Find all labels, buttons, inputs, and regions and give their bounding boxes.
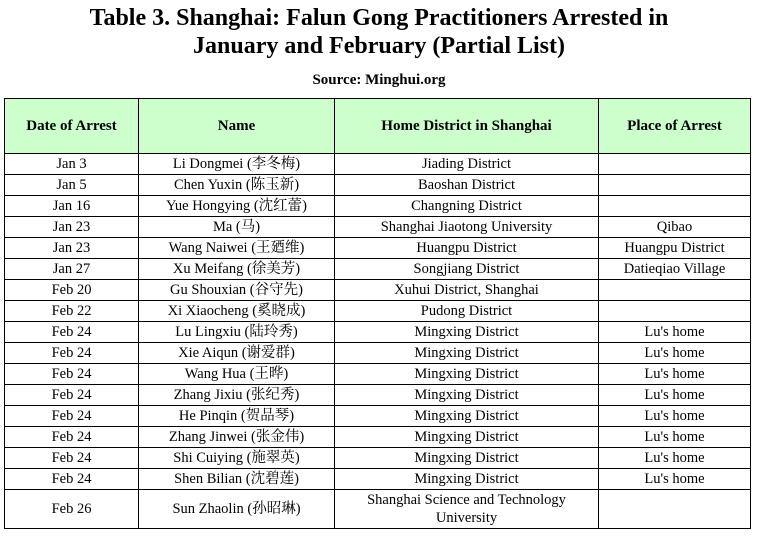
- table-row: [5, 406, 751, 427]
- cell-name: Zhang Jinwei (张金伟): [139, 427, 335, 448]
- cell-date: Feb 24: [5, 364, 139, 385]
- cell-place: [599, 196, 751, 217]
- table-row: [5, 364, 751, 385]
- cell-name: Yue Hongying (沈红蕾): [139, 196, 335, 217]
- table-row: [5, 259, 751, 280]
- cell-name: Li Dongmei (李冬梅): [139, 154, 335, 175]
- cell-district: Mingxing District: [335, 343, 599, 364]
- table-row: [5, 196, 751, 217]
- cell-date: Feb 24: [5, 427, 139, 448]
- cell-place: Lu's home: [599, 343, 751, 364]
- cell-name: Xi Xiaocheng (奚晓成): [139, 301, 335, 322]
- source-line: Source: Minghui.org: [312, 72, 446, 88]
- cell-district: Mingxing District: [335, 322, 599, 343]
- cell-date: Feb 26: [5, 490, 139, 529]
- cell-district: Pudong District: [335, 301, 599, 322]
- cell-date: Jan 5: [5, 175, 139, 196]
- table-row: [5, 385, 751, 406]
- cell-date: Feb 24: [5, 343, 139, 364]
- cell-name: Shen Bilian (沈碧莲): [139, 469, 335, 490]
- table-row: [5, 301, 751, 322]
- cell-place: Lu's home: [599, 448, 751, 469]
- header-row: [5, 99, 751, 154]
- cell-place: Lu's home: [599, 469, 751, 490]
- cell-district: Songjiang District: [335, 259, 599, 280]
- cell-district: Shanghai Jiaotong University: [335, 217, 599, 238]
- cell-name: Sun Zhaolin (孙昭琳): [139, 490, 335, 529]
- cell-date: Feb 24: [5, 469, 139, 490]
- cell-name: Lu Lingxiu (陆玲秀): [139, 322, 335, 343]
- table-row: [5, 175, 751, 196]
- cell-district: Mingxing District: [335, 364, 599, 385]
- cell-date: Feb 24: [5, 322, 139, 343]
- cell-date: Jan 27: [5, 259, 139, 280]
- cell-district: Xuhui District, Shanghai: [335, 280, 599, 301]
- cell-name: Shi Cuiying (施翠英): [139, 448, 335, 469]
- table-row: [5, 217, 751, 238]
- cell-place: Lu's home: [599, 406, 751, 427]
- cell-date: Jan 16: [5, 196, 139, 217]
- cell-place: Lu's home: [599, 322, 751, 343]
- cell-name: Wang Naiwei (王廼维): [139, 238, 335, 259]
- header-place: Place of Arrest: [599, 99, 751, 154]
- cell-district: Mingxing District: [335, 448, 599, 469]
- cell-name: Wang Hua (王晔): [139, 364, 335, 385]
- cell-date: Feb 22: [5, 301, 139, 322]
- table-row: [5, 427, 751, 448]
- table-row: [5, 490, 751, 529]
- table-title: [0, 4, 758, 60]
- cell-place: [599, 490, 751, 529]
- table-row: [5, 469, 751, 490]
- cell-name: Xie Aiqun (谢爱群): [139, 343, 335, 364]
- cell-district: Baoshan District: [335, 175, 599, 196]
- header-district: Home District in Shanghai: [335, 99, 599, 154]
- cell-district: Mingxing District: [335, 469, 599, 490]
- header-name: Name: [139, 99, 335, 154]
- cell-date: Jan 23: [5, 217, 139, 238]
- cell-place: [599, 154, 751, 175]
- cell-name: Xu Meifang (徐美芳): [139, 259, 335, 280]
- table-row: [5, 280, 751, 301]
- table-row: [5, 322, 751, 343]
- cell-name: Ma (马): [139, 217, 335, 238]
- title-line-2: January and February (Partial List): [193, 33, 565, 59]
- cell-place: Lu's home: [599, 427, 751, 448]
- title-line-1: Table 3. Shanghai: Falun Gong Practitioners Arrested in: [89, 5, 669, 31]
- table-row: [5, 343, 751, 364]
- cell-place: Lu's home: [599, 385, 751, 406]
- cell-place: [599, 301, 751, 322]
- cell-place: Lu's home: [599, 364, 751, 385]
- cell-date: Jan 23: [5, 238, 139, 259]
- table-row: [5, 448, 751, 469]
- cell-district: Changning District: [335, 196, 599, 217]
- cell-place: Huangpu District: [599, 238, 751, 259]
- cell-district: Mingxing District: [335, 406, 599, 427]
- cell-district: Mingxing District: [335, 427, 599, 448]
- cell-name: Zhang Jixiu (张纪秀): [139, 385, 335, 406]
- cell-date: Feb 24: [5, 406, 139, 427]
- cell-place: [599, 280, 751, 301]
- cell-place: [599, 175, 751, 196]
- cell-date: Jan 3: [5, 154, 139, 175]
- cell-date: Feb 24: [5, 448, 139, 469]
- cell-place: Qibao: [599, 217, 751, 238]
- cell-district: Shanghai Science and Technology University: [335, 490, 599, 529]
- table-row: [5, 154, 751, 175]
- table-row: [5, 238, 751, 259]
- header-date: Date of Arrest: [5, 99, 139, 154]
- cell-name: Chen Yuxin (陈玉新): [139, 175, 335, 196]
- cell-place: Datieqiao Village: [599, 259, 751, 280]
- cell-district: Huangpu District: [335, 238, 599, 259]
- cell-district: Mingxing District: [335, 385, 599, 406]
- cell-date: Feb 24: [5, 385, 139, 406]
- table-body: [5, 154, 751, 529]
- arrests-table: [4, 98, 751, 529]
- cell-name: He Pinqin (贺品琴): [139, 406, 335, 427]
- cell-district: Jiading District: [335, 154, 599, 175]
- cell-name: Gu Shouxian (谷守先): [139, 280, 335, 301]
- cell-date: Feb 20: [5, 280, 139, 301]
